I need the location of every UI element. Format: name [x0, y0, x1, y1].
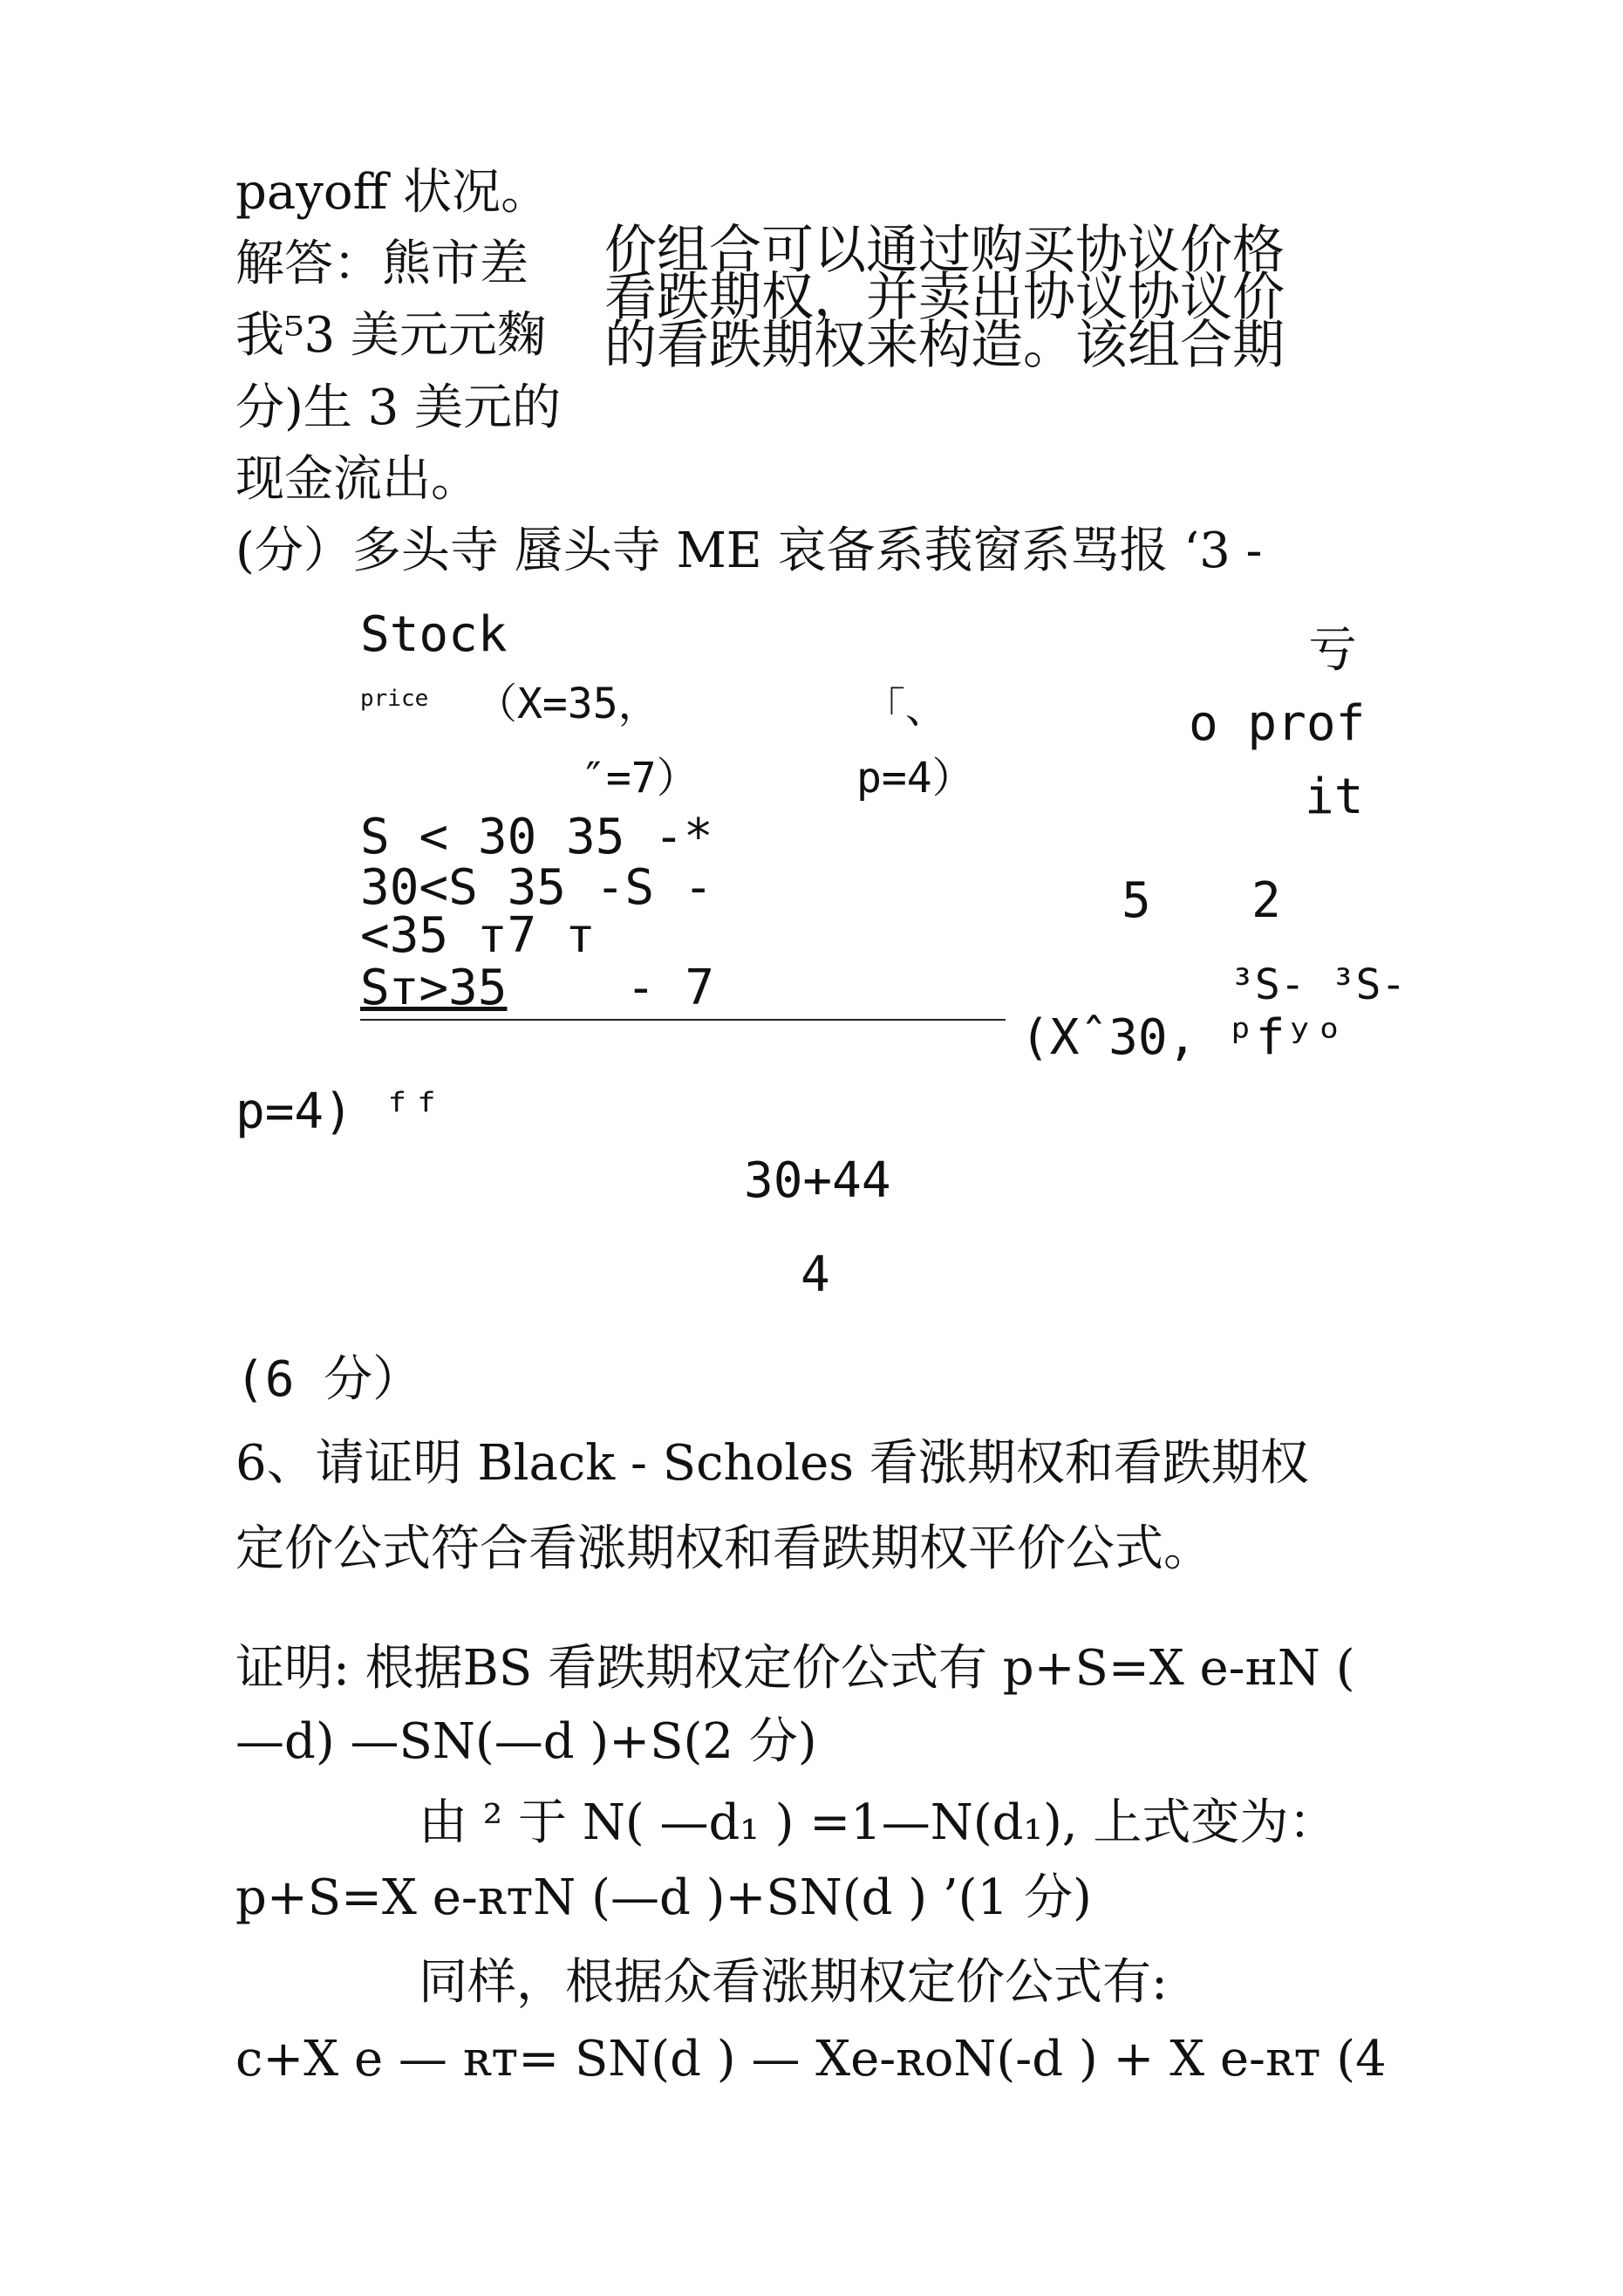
proof-line-3: 由 ² 于 N( —d₁ ) =1—N(d₁), 上式变为：	[419, 1794, 1338, 1851]
line-answer-start: 解答：熊市差	[235, 236, 528, 292]
table-x30: (Xˆ30, ᵖfʸᵒ	[1020, 1009, 1344, 1066]
line-payoff: payoff 状况。	[235, 164, 550, 221]
table-header-p4: p=4）	[856, 754, 974, 803]
proof-line-6: c+X e — ʀᴛ= SN(d ) — Xe-ʀoN(-d ) + X e-ʀᴛ (4	[235, 2031, 1387, 2088]
table-header-it: it	[1305, 769, 1364, 825]
line-cash-outflow: 现金流出。	[235, 451, 480, 508]
table-header-x35: （X=35，	[475, 680, 660, 728]
table-row-2-value-2: 2	[1251, 872, 1281, 929]
proof-line-5: 同样，根据众看涨期权定价公式有:	[419, 1954, 1168, 2011]
table-row-3: <35 ᴛ7 ᴛ	[360, 907, 596, 964]
calc-numerator: 30+44	[744, 1152, 891, 1209]
line-fourth: 分)生 3 美元的	[235, 379, 562, 436]
table-header-loss: 亏	[1308, 622, 1357, 679]
line-table-title: (分）多头寺 蜃头寺 ME 哀备系莪窗系骂报 ‘3 -	[235, 523, 1263, 579]
table-row-2: 30<S 35 -S -	[360, 859, 713, 916]
table-bottom-rule	[360, 1019, 1006, 1021]
line-answer-overlay: 价组合可以通过购买协议价格	[604, 220, 1285, 281]
table-row-2-value-1: 5	[1122, 872, 1151, 929]
line-third-overlay-a: 看跌期权，并卖出协议协议价	[604, 267, 1285, 328]
table-header-p7: ″=7）	[581, 754, 699, 803]
proof-line-1: 证明: 根据BS 看跌期权定价公式有 p+S=X e-ʜN (	[235, 1640, 1355, 1697]
table-header-profit: o prof	[1189, 695, 1366, 752]
table-header-price: price	[360, 686, 429, 712]
table-row-4-stock: Sᴛ>35	[360, 960, 508, 1016]
proof-line-4: p+S=X e-ʀᴛN (—d )+SN(d ) ’(1 分)	[235, 1869, 1092, 1926]
table-row-4-right: ³S- ³S-	[1230, 960, 1407, 1009]
line-third: 我⁵3 美元元麴	[235, 307, 546, 364]
table-header-mark: 「、	[863, 684, 948, 733]
table-p4ff: p=4) ᶠᶠ	[235, 1083, 442, 1140]
table-row-1: S < 30 35 -*	[360, 809, 713, 865]
line-third-overlay-b: 的看跌期权来构造。该组合期	[604, 315, 1285, 376]
question-6-line-1: 6、请证明 Black - Scholes 看涨期权和看跌期权	[235, 1435, 1309, 1492]
table-row-4-value: - 7	[626, 960, 715, 1016]
calc-denominator: 4	[801, 1247, 830, 1303]
question-6-line-2: 定价公式符合看涨期权和看跌期权平价公式。	[235, 1520, 1212, 1577]
calc-score: (6 分）	[235, 1351, 422, 1408]
table-header-stock: Stock	[360, 606, 508, 663]
proof-line-2: —d) —SN(—d )+S(2 分)	[235, 1713, 817, 1770]
